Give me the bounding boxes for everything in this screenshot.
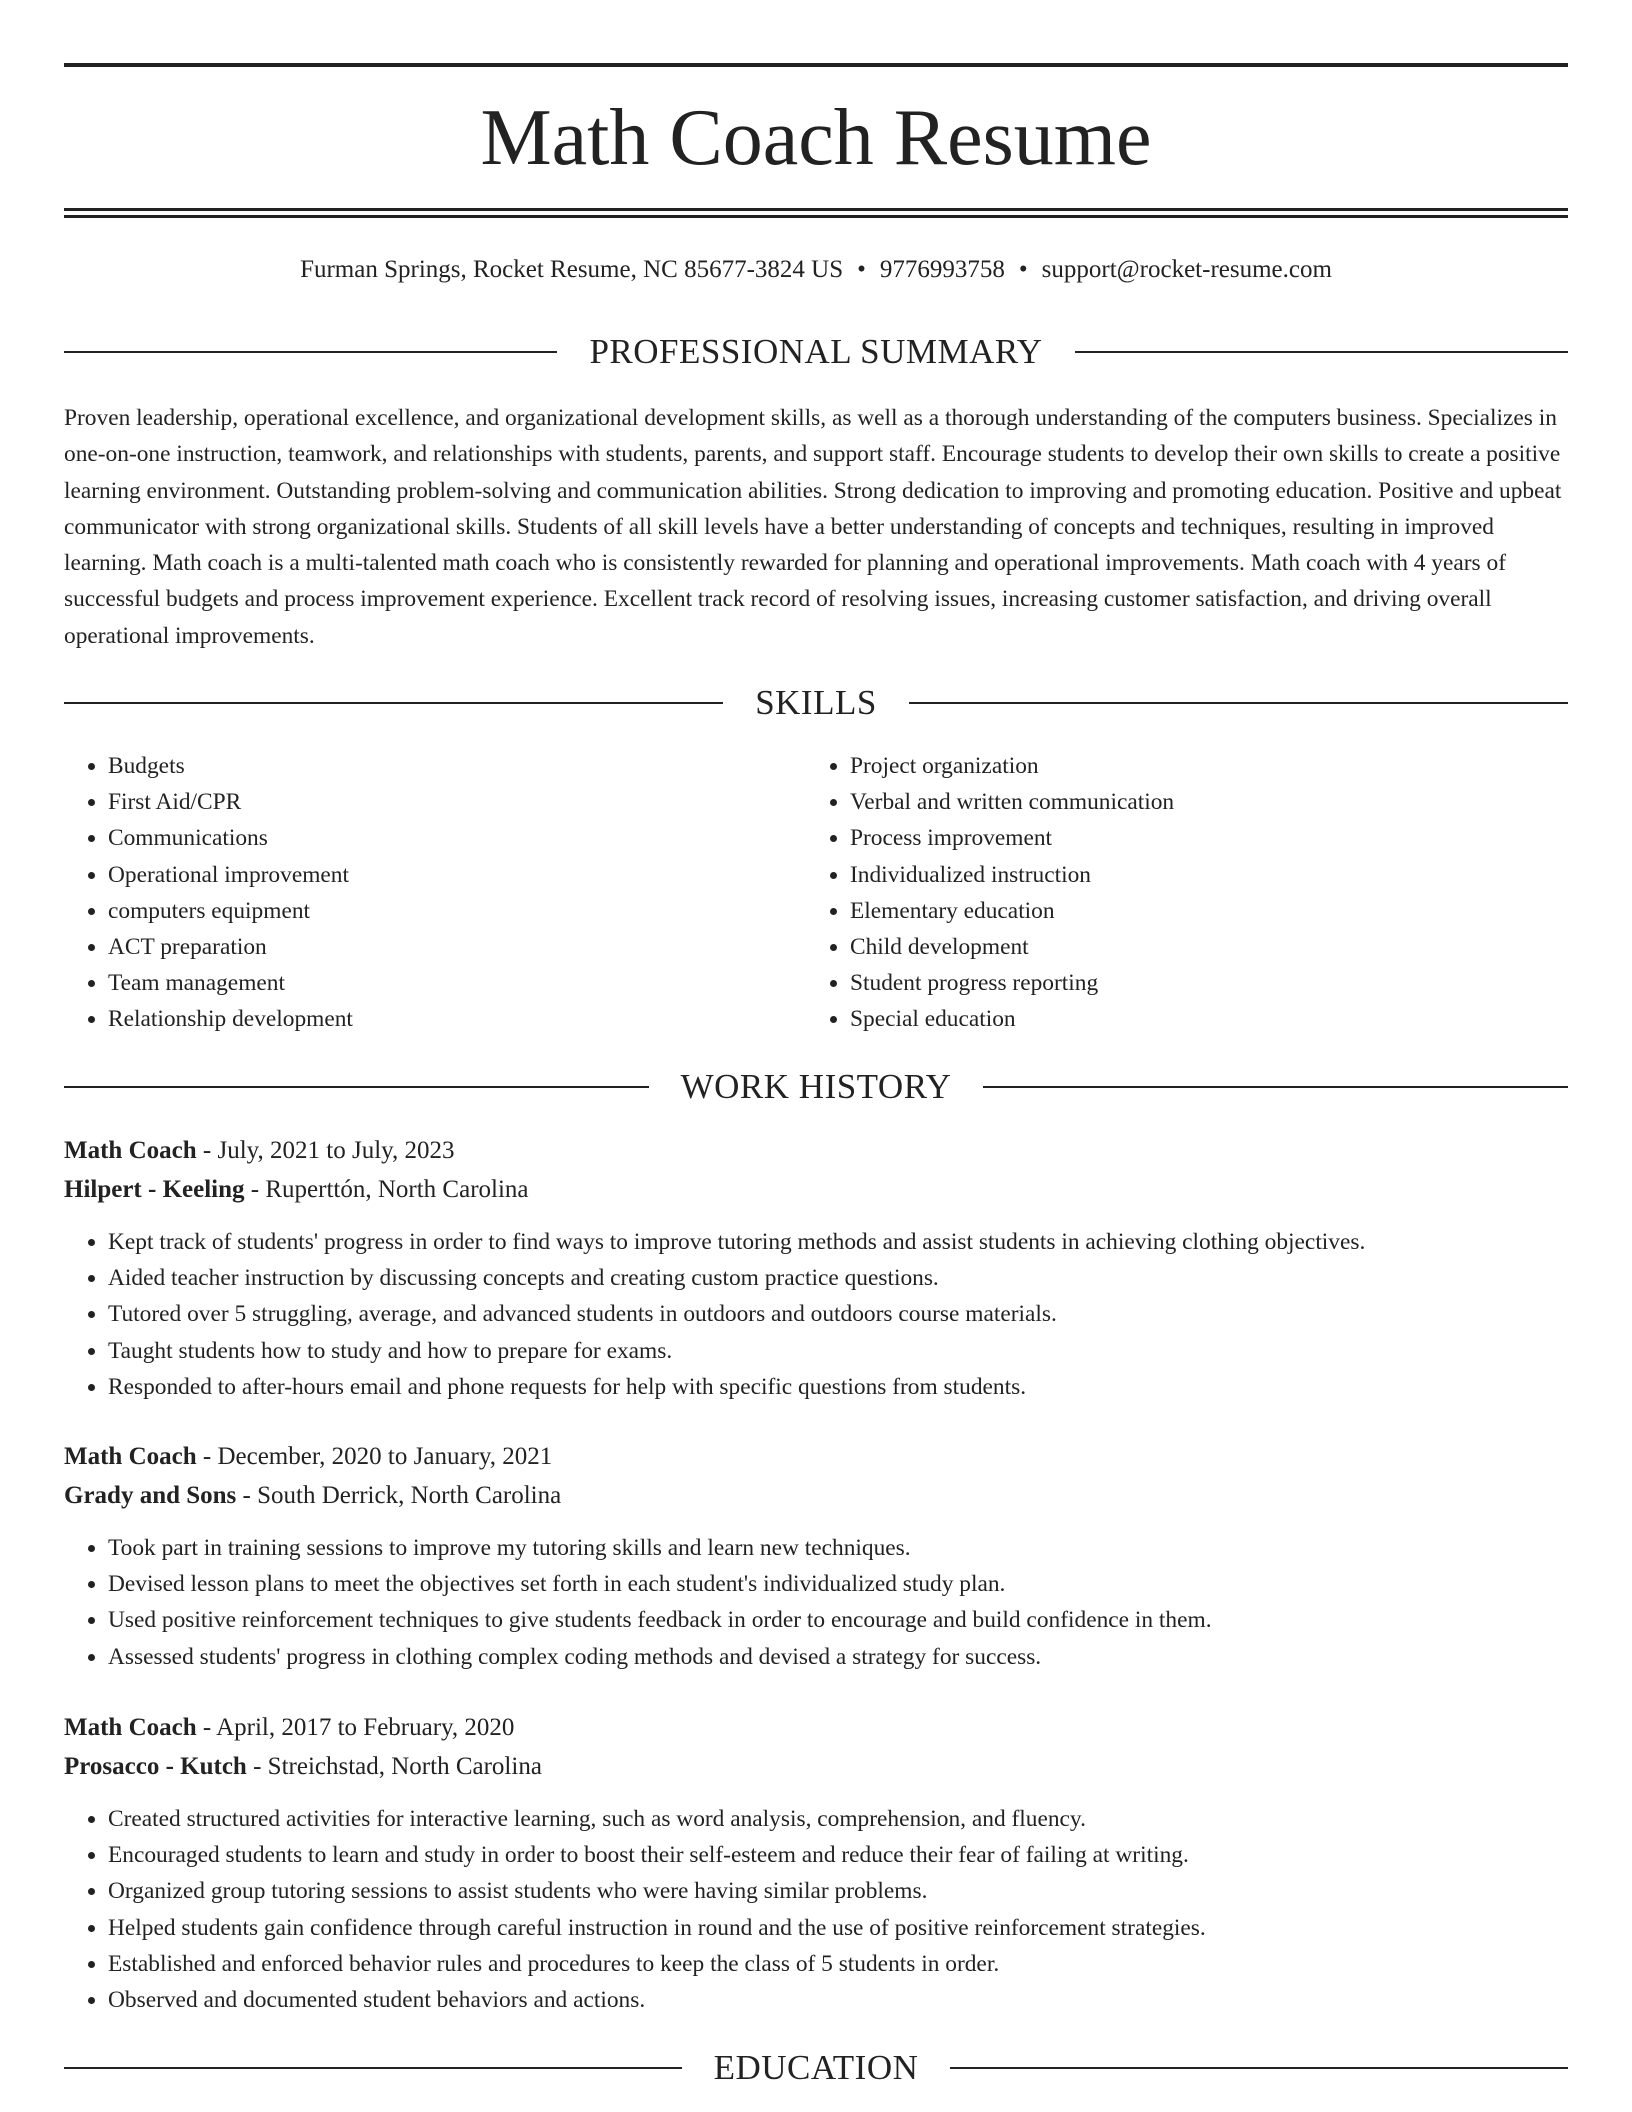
section-heading-education — [64, 2046, 1568, 2090]
job-title: Math Coach — [64, 1137, 197, 1164]
summary-text: Proven leadership, operational excellence, and organizational development skills, as well as a thorough understanding of the computers business. Specializes in one-on-one instruction, teamwork, and relationships with students, parents, and support staff. Encourage students to develop their own skills to create a positive learning environment. Outstanding problem-solving and communication abilities. Strong dedication to improving and promoting education. Positive and upbeat communicator with strong organizational skills. Students of all skill levels have a better understanding of concepts and techniques, resulting in improved learning. Math coach is a multi-talented math coach who is consistently rewarded for planning and operational improvements. Math coach with 4 years of successful budgets and process improvement experience. Excellent track record of resolving issues, increasing customer satisfaction, and driving overall operational improvements. — [64, 405, 1562, 649]
job-company-line — [64, 1170, 1568, 1209]
job-company-line — [64, 1476, 1568, 1515]
duty-item: • Kept track of students' progress in order to find ways to improve tutoring methods and assist students in achieving clothing objectives. — [108, 1224, 1568, 1260]
skill-item: • Operational improvement — [108, 857, 764, 893]
contact-separator: • — [1018, 256, 1028, 283]
job-company: Prosacco - Kutch — [64, 1753, 247, 1780]
duty-item: • Taught students how to study and how to prepare for exams. — [108, 1333, 1568, 1369]
skill-item: • Relationship development — [108, 1001, 764, 1037]
heading-rule — [909, 702, 1568, 704]
heading-rule — [64, 702, 723, 704]
skill-item: • Child development — [850, 929, 1566, 965]
job-title-line — [64, 1437, 1568, 1476]
duty-item: • Aided teacher instruction by discussing concepts and creating custom practice questions. — [108, 1260, 1568, 1296]
section-title: WORK HISTORY — [680, 1067, 952, 1106]
skills-column-right — [806, 748, 1566, 1038]
heading-rule — [64, 1086, 649, 1088]
job-company: Grady and Sons — [64, 1482, 237, 1509]
job-title: Math Coach — [64, 1443, 197, 1470]
skill-item: • Communications — [108, 820, 764, 856]
skills-list — [806, 748, 1566, 1038]
skill-item: • Individualized instruction — [850, 857, 1566, 893]
title-rule-upper — [64, 208, 1568, 211]
job-dates: - December, 2020 to January, 2021 — [196, 1443, 553, 1470]
duty-item: • Responded to after-hours email and phone requests for help with specific questions from students. — [108, 1369, 1568, 1405]
job-dates: - April, 2017 to February, 2020 — [196, 1714, 515, 1741]
job-duties — [64, 1530, 1568, 1675]
heading-rule — [983, 1086, 1568, 1088]
skills-list — [64, 748, 764, 1038]
job-entry — [64, 1437, 1568, 1675]
duty-item: • Organized group tutoring sessions to assist students who were having similar problems. — [108, 1873, 1568, 1909]
duty-item: • Assessed students' progress in clothing complex coding methods and devised a strategy for success. — [108, 1639, 1568, 1675]
skill-item: • Team management — [108, 965, 764, 1001]
duty-item: • Encouraged students to learn and study in order to boost their self-esteem and reduce their fear of failing at writing. — [108, 1837, 1568, 1873]
skills-column-left — [64, 748, 764, 1038]
top-rule — [64, 63, 1568, 67]
skill-item: • Verbal and written communication — [850, 784, 1566, 820]
job-dates: - July, 2021 to July, 2023 — [196, 1137, 455, 1164]
duty-item: • Created structured activities for interactive learning, such as word analysis, comprehension, and fluency. — [108, 1801, 1568, 1837]
duty-item: • Devised lesson plans to meet the objectives set forth in each student's individualized study plan. — [108, 1566, 1568, 1602]
job-title: Math Coach — [64, 1714, 197, 1741]
skill-item: • Process improvement — [850, 820, 1566, 856]
job-company-line — [64, 1747, 1568, 1786]
contact-address: Furman Springs, Rocket Resume, NC 85677-3824 US — [300, 256, 844, 283]
skill-item: • computers equipment — [108, 893, 764, 929]
job-entry — [64, 1708, 1568, 2018]
job-location: - South Derrick, North Carolina — [236, 1482, 562, 1509]
duty-item: • Established and enforced behavior rules and procedures to keep the class of 5 students in order. — [108, 1946, 1568, 1982]
contact-separator: • — [857, 256, 866, 283]
section-heading-summary — [64, 330, 1568, 374]
job-duties — [64, 1801, 1568, 2018]
heading-rule — [1075, 351, 1568, 353]
job-location: - Ruperttón, North Carolina — [244, 1176, 529, 1203]
job-entry — [64, 1131, 1568, 1405]
job-title-line — [64, 1131, 1568, 1170]
heading-rule — [64, 2067, 682, 2069]
section-title: SKILLS — [755, 683, 877, 722]
duty-item: • Tutored over 5 struggling, average, and advanced students in outdoors and outdoors course materials. — [108, 1296, 1568, 1332]
skill-item: • Elementary education — [850, 893, 1566, 929]
duty-item: • Used positive reinforcement techniques to give students feedback in order to encourage and build confidence in them. — [108, 1602, 1568, 1638]
skill-item: • Budgets — [108, 748, 764, 784]
title-rule-lower — [64, 215, 1568, 218]
contact-line — [64, 252, 1568, 288]
contact-email: support@rocket-resume.com — [1041, 256, 1332, 283]
skill-item: • Student progress reporting — [850, 965, 1566, 1001]
section-heading-skills — [64, 681, 1568, 725]
job-title-line — [64, 1708, 1568, 1747]
duty-item: • Observed and documented student behaviors and actions. — [108, 1982, 1568, 2018]
resume-title: Math Coach Resume — [480, 94, 1152, 182]
skill-item: • Special education — [850, 1001, 1566, 1037]
duty-item: • Helped students gain confidence through careful instruction in round and the use of positive reinforcement strategies. — [108, 1910, 1568, 1946]
section-title: PROFESSIONAL SUMMARY — [589, 332, 1043, 371]
section-title: EDUCATION — [713, 2048, 919, 2087]
section-heading-work — [64, 1065, 1568, 1109]
skill-item: • ACT preparation — [108, 929, 764, 965]
heading-rule — [64, 351, 557, 353]
contact-phone: 9776993758 — [879, 256, 1005, 283]
skill-item: • Project organization — [850, 748, 1566, 784]
job-company: Hilpert - Keeling — [64, 1176, 245, 1203]
heading-rule — [950, 2067, 1568, 2069]
duty-item: • Took part in training sessions to improve my tutoring skills and learn new techniques. — [108, 1530, 1568, 1566]
job-location: - Streichstad, North Carolina — [246, 1753, 542, 1780]
skill-item: • First Aid/CPR — [108, 784, 764, 820]
job-duties — [64, 1224, 1568, 1405]
